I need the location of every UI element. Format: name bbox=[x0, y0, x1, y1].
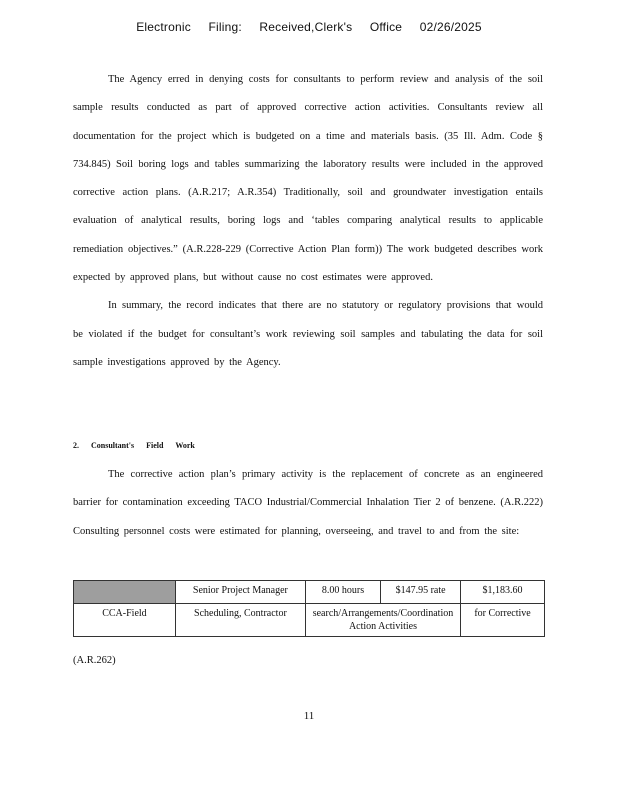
table-cell-category: CCA-Field bbox=[74, 604, 176, 637]
table-row bbox=[74, 604, 545, 637]
header-filing: Filing: bbox=[208, 20, 242, 34]
table-cell-rate: $147.95 rate bbox=[381, 581, 461, 604]
page-number: 11 bbox=[303, 710, 315, 722]
body-section-1 bbox=[73, 66, 543, 377]
table-cell-hours: 8.00 hours bbox=[305, 581, 380, 604]
filing-stamp-header bbox=[0, 20, 618, 34]
table-cell-desc-b: search/Arrangements/Coordination Action Activities bbox=[305, 604, 460, 637]
paragraph-agency-erred: The Agency erred in denying costs for consultants to perform review and analysis of the soil sample results conducted as part of approved corrective action activities. Consultants review all documentation for the project which is budgeted on a time and materials basis. (35 Ill. Adm. Code § 734.845) Soil boring logs and tables summarizing the laboratory results were included in the approved corrective action plans. (A.R.217; A.R.354) Traditionally, soil and groundwater investigation entails evaluation of analytical results, boring logs and ‘tables comparing analytical results to applicable remediation objectives.” (A.R.228-229 (Corrective Action Plan form)) The work budgeted describes work expected by approved plans, but without cause no cost estimates were approved. bbox=[73, 74, 543, 284]
header-received-clerks: Received,Clerk's bbox=[259, 20, 353, 34]
header-electronic: Electronic bbox=[136, 20, 191, 34]
table-cell-desc-c: for Corrective bbox=[461, 604, 545, 637]
table-row bbox=[74, 581, 545, 604]
shaded-cell bbox=[74, 581, 176, 604]
paragraph-summary: In summary, the record indicates that there are no statutory or regulatory provisions that would be violated if the budget for consultant’s work reviewing soil samples and tabulating the data for soil sample investigations approved by the Agency. bbox=[73, 300, 543, 368]
table-cell-title: Senior Project Manager bbox=[175, 581, 305, 604]
section-heading-consultant-field-work: 2. Consultant's Field Work bbox=[73, 441, 195, 450]
record-citation: (A.R.262) bbox=[73, 655, 116, 666]
table-cell-total: $1,183.60 bbox=[461, 581, 545, 604]
table-cell-desc-a: Scheduling, Contractor bbox=[175, 604, 305, 637]
paragraph-corrective-action: The corrective action plan’s primary activity is the replacement of concrete as an engineered barrier for contamination exceeding TACO Industrial/Commercial Inhalation Tier 2 of benzene. (A.R.222) Consulting personnel costs were estimated for planning, overseeing, and travel to and from the site: bbox=[73, 469, 543, 537]
header-office: Office bbox=[369, 20, 403, 34]
consulting-cost-table bbox=[73, 580, 545, 637]
header-date: 02/26/2025 bbox=[419, 20, 482, 34]
body-section-2 bbox=[73, 461, 543, 546]
